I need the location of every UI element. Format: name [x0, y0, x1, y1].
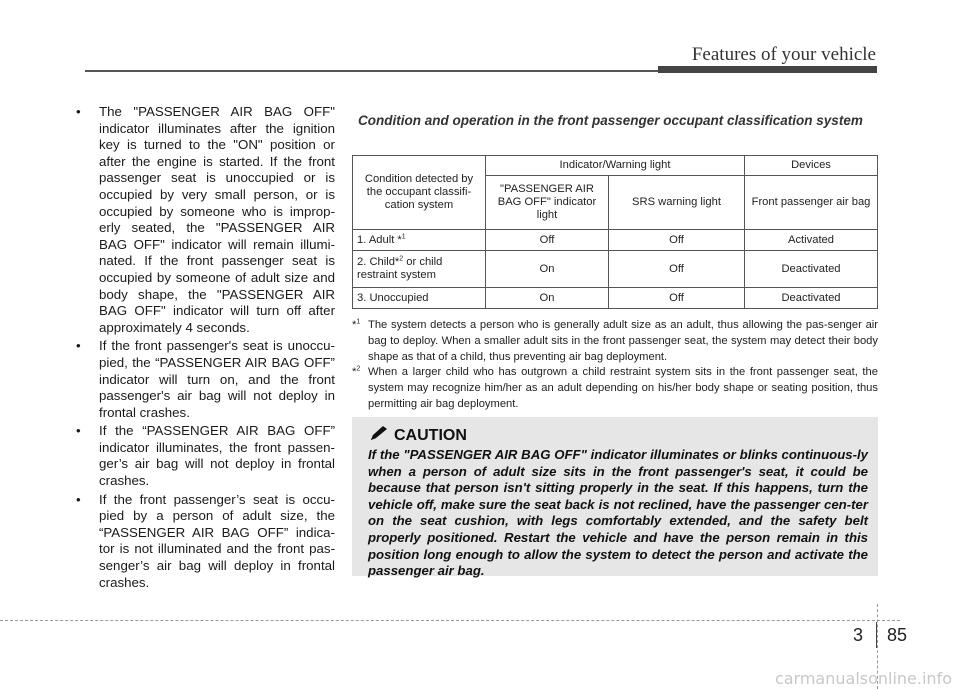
page-number: 85 — [887, 625, 908, 645]
left-column — [72, 104, 335, 593]
cell-device: Deactivated — [745, 251, 878, 288]
cell-srs: Off — [609, 251, 745, 288]
footnote-text: When a larger child who has outgrown a child restraint system sits in the front passenger seat, the system may recognize him/her as an adult depending on his/her body shape or seating position, thus permitting air bag deployment. — [368, 366, 878, 410]
footnote-mark: *$^2$ — [352, 365, 361, 379]
footnote — [352, 365, 878, 412]
header-pab-indicator: "PASSENGER AIR BAG OFF" indicator light — [486, 176, 609, 230]
bullet-item: • The "PASSENGER AIR BAG OFF" indicator illuminates after the ignition key is turned to the "ON" position or after the engine is started. If the front passenger seat is unoccupied or is occupied by very small person, or is occupied by someone who is improp-erly seated, the "PASSENGER AIR BAG OFF" indicator will remain illumi-nated. If the front passenger seat is occupied by someone of adult size and body shape, the "PASSENGER AIR BAG OFF" indicator will turn off after approximately 4 seconds. — [72, 104, 335, 336]
table-row — [353, 251, 878, 288]
header-bar — [658, 66, 877, 73]
pencil-icon — [368, 425, 388, 446]
header-srs-light: SRS warning light — [609, 176, 745, 230]
chapter-number: 3 — [853, 625, 864, 645]
cell-device: Deactivated — [745, 288, 878, 309]
watermark: carmanualsonline.info — [774, 669, 952, 688]
header-condition: Condition detected by the occupant classifi-cation system — [353, 156, 486, 230]
footnotes — [352, 318, 878, 413]
section-header-title: Features of your vehicle — [691, 44, 876, 65]
footnote-text: The system detects a person who is generally adult size as an adult, thus allowing the pas-senger air bag to deploy. When a smaller adult sits in the front passenger seat, the system may detect their body shape as that of a child, thus preventing air bag deployment. — [368, 319, 878, 363]
cell-condition: 3. Unoccupied — [353, 288, 486, 309]
caution-header — [368, 425, 467, 446]
header-indicator-group: Indicator/Warning light — [486, 156, 745, 176]
table-row — [353, 230, 878, 251]
bullet-item: • If the front passenger's seat is unoccu-pied, the “PASSENGER AIR BAG OFF” indicator will turn on, and the front passenger's air bag will not deploy in frontal crashes. — [72, 338, 335, 421]
cell-srs: Off — [609, 288, 745, 309]
header-front-airbag: Front passenger air bag — [745, 176, 878, 230]
bullet-list — [72, 104, 335, 591]
table-row — [353, 288, 878, 309]
cell-device: Activated — [745, 230, 878, 251]
cell-srs: Off — [609, 230, 745, 251]
caution-box — [352, 417, 878, 579]
classification-table — [352, 155, 878, 309]
section-heading: Condition and operation in the front passenger occupant classification system — [358, 113, 863, 128]
page-separator — [876, 622, 877, 648]
cell-pab: Off — [486, 230, 609, 251]
cell-condition: 1. Adult *$^1$ — [353, 230, 486, 251]
footnote — [352, 318, 878, 365]
caution-title: CAUTION — [394, 426, 467, 444]
header-devices: Devices — [745, 156, 878, 176]
cell-pab: On — [486, 288, 609, 309]
caution-text: If the "PASSENGER AIR BAG OFF" indicator illuminates or blinks continuous-ly when a person of adult size sits in the front passenger's seat, it could be because that person isn't sitting properly in the seat. If this happens, turn the vehicle off, make sure the seat back is not reclined, have the passenger cen-ter on the seat cushion, with legs comfortably extended, and the safety belt properly positioned. Restart the vehicle and have the person remain in this position long enough to allow the system to detect the person and activate the passenger air bag. — [368, 447, 868, 579]
cell-pab: On — [486, 251, 609, 288]
cell-condition: 2. Child*$^2$ or child restraint system — [353, 251, 486, 288]
footnote-mark: *$^1$ — [352, 318, 361, 331]
bullet-item: • If the front passenger’s seat is occu-pied by a person of adult size, the “PASSENGER AIR BAG OFF” indica-tor is not illuminated and the front pas-senger’s air bag will deploy in frontal crashes. — [72, 492, 335, 592]
bullet-item: • If the “PASSENGER AIR BAG OFF” indicator illuminates, the front passen-ger’s air bag will not deploy in frontal crashes. — [72, 423, 335, 489]
footer-rule — [0, 620, 900, 621]
